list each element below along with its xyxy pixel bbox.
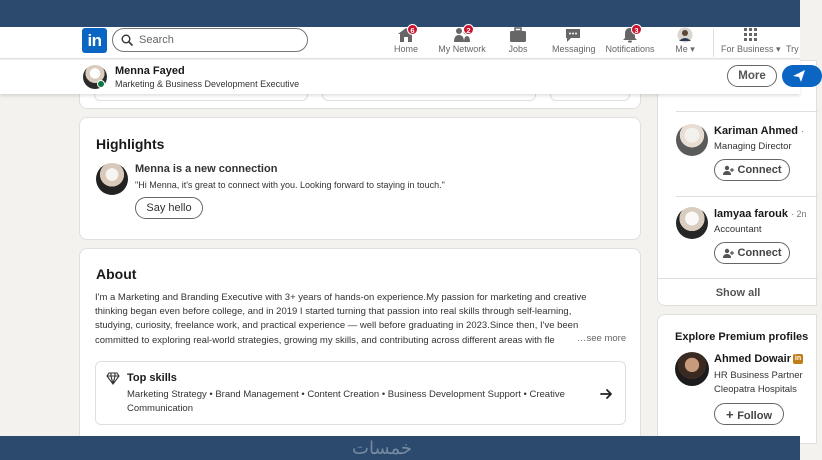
me-avatar [676, 27, 694, 43]
connect-label: Connect [737, 164, 782, 176]
global-nav [0, 27, 800, 59]
message-button[interactable] [782, 65, 822, 87]
online-status-dot [97, 80, 105, 88]
message-icon [564, 27, 582, 43]
connection-degree: · [801, 126, 805, 136]
nav-for-business[interactable] [721, 27, 779, 59]
connect-label: Connect [737, 247, 782, 259]
premium-title: Explore Premium profiles [675, 331, 809, 343]
notifications-badge: 3 [631, 24, 642, 35]
caret-down-icon: ▾ [687, 44, 695, 54]
premium-profiles-card [657, 314, 817, 444]
caret-down-icon: ▾ [773, 44, 781, 54]
connect-button[interactable] [714, 159, 790, 181]
top-frame-band [0, 0, 800, 27]
connection-degree: · 2n [791, 209, 807, 219]
nav-my-network[interactable] [436, 27, 488, 59]
about-line: committed to exploring real-world strategies, growing my skills, and contributing across different areas with fle [95, 334, 555, 346]
profile-headline: Marketing & Business Development Executive [115, 79, 300, 89]
nav-try-label: Try [786, 44, 799, 54]
skills-line: Communication [127, 402, 193, 414]
bell-icon [621, 27, 639, 43]
nav-my-network-label: My Network [438, 44, 486, 54]
profile-name: Menna Fayed [115, 65, 185, 77]
person-avatar[interactable] [676, 124, 708, 156]
highlight-heading: Menna is a new connection [135, 163, 278, 175]
network-badge: 2 [463, 24, 474, 35]
add-person-icon [723, 165, 734, 176]
diamond-icon [106, 371, 120, 385]
highlights-card [79, 117, 641, 240]
briefcase-icon [509, 27, 527, 43]
people-icon [453, 27, 471, 43]
about-line: I'm a Marketing and Branding Executive with 3+ years of hands-on experience.My passion for marketing and creative [95, 292, 587, 303]
nav-jobs[interactable] [503, 27, 533, 59]
person-title: Managing Director [714, 141, 792, 152]
home-icon [397, 27, 415, 43]
highlight-message: "Hi Menna, it's great to connect with you. Looking forward to staying in touch." [135, 180, 445, 190]
divider [676, 111, 818, 112]
search-box[interactable] [112, 28, 308, 52]
arrow-right-icon [599, 387, 613, 401]
connection-avatar[interactable] [96, 163, 128, 195]
person-name[interactable]: Kariman Ahmed [714, 125, 798, 137]
premium-person-title: HR Business Partner [714, 370, 803, 381]
top-skills-title: Top skills [127, 372, 177, 384]
grid-icon [741, 27, 759, 43]
nav-try-premium[interactable] [786, 27, 806, 59]
watermark: خمسات [352, 438, 413, 459]
premium-person-company: Cleopatra Hospitals [714, 384, 797, 395]
search-input[interactable] [139, 32, 299, 48]
plus-icon: + [725, 406, 738, 422]
nav-me-label: Me [675, 44, 688, 54]
add-person-icon [723, 248, 734, 259]
nav-jobs-label: Jobs [508, 44, 528, 54]
premium-person-name[interactable]: Ahmed Dowair [714, 353, 792, 365]
nav-notifications-label: Notifications [605, 44, 655, 54]
person-avatar[interactable] [676, 207, 708, 239]
top-skills-box[interactable] [95, 361, 626, 425]
premium-icon [786, 27, 804, 43]
see-more-link[interactable]: …see more [577, 333, 627, 344]
person-title: Accountant [714, 224, 762, 235]
about-card [79, 248, 641, 448]
sticky-profile-bar [0, 60, 800, 94]
follow-button[interactable] [714, 403, 784, 425]
show-all-button[interactable]: Show all [658, 278, 818, 306]
home-badge: 6 [407, 24, 418, 35]
about-title: About [96, 266, 137, 282]
say-hello-button[interactable]: Say hello [135, 197, 203, 219]
nav-notifications[interactable] [604, 27, 656, 59]
search-icon [121, 34, 133, 46]
top-skills-list [127, 388, 587, 415]
nav-messaging-label: Messaging [552, 44, 596, 54]
divider [676, 196, 818, 197]
person-name[interactable]: lamyaa farouk [714, 208, 788, 220]
connect-button[interactable] [714, 242, 790, 264]
people-suggestions-card [657, 60, 817, 306]
nav-home-label: Home [393, 44, 418, 54]
skills-arrow-button[interactable] [594, 382, 618, 406]
nav-for-business-label: For Business [721, 44, 774, 54]
nav-divider [713, 29, 714, 57]
nav-home[interactable] [390, 27, 422, 59]
about-line: thinking began even before college, and in 2019 I started turning that passion into real skills through self-learning, [95, 306, 572, 318]
nav-messaging[interactable] [552, 27, 594, 59]
send-icon [792, 69, 806, 83]
more-button[interactable]: More [727, 65, 777, 87]
premium-badge-icon: in [794, 355, 802, 363]
linkedin-logo[interactable]: in [82, 28, 107, 53]
follow-label: Follow [737, 409, 773, 422]
premium-person-avatar[interactable] [675, 352, 709, 386]
about-text [95, 291, 615, 348]
skills-line: Marketing Strategy • Brand Management • Content Creation • Business Development Support • Creative [127, 389, 565, 400]
about-line: studying, curiosity, freelance work, and practical experience — well before graduating in 2023.Since then, I've been [95, 320, 579, 332]
nav-me[interactable] [672, 27, 698, 59]
highlights-title: Highlights [96, 136, 165, 152]
